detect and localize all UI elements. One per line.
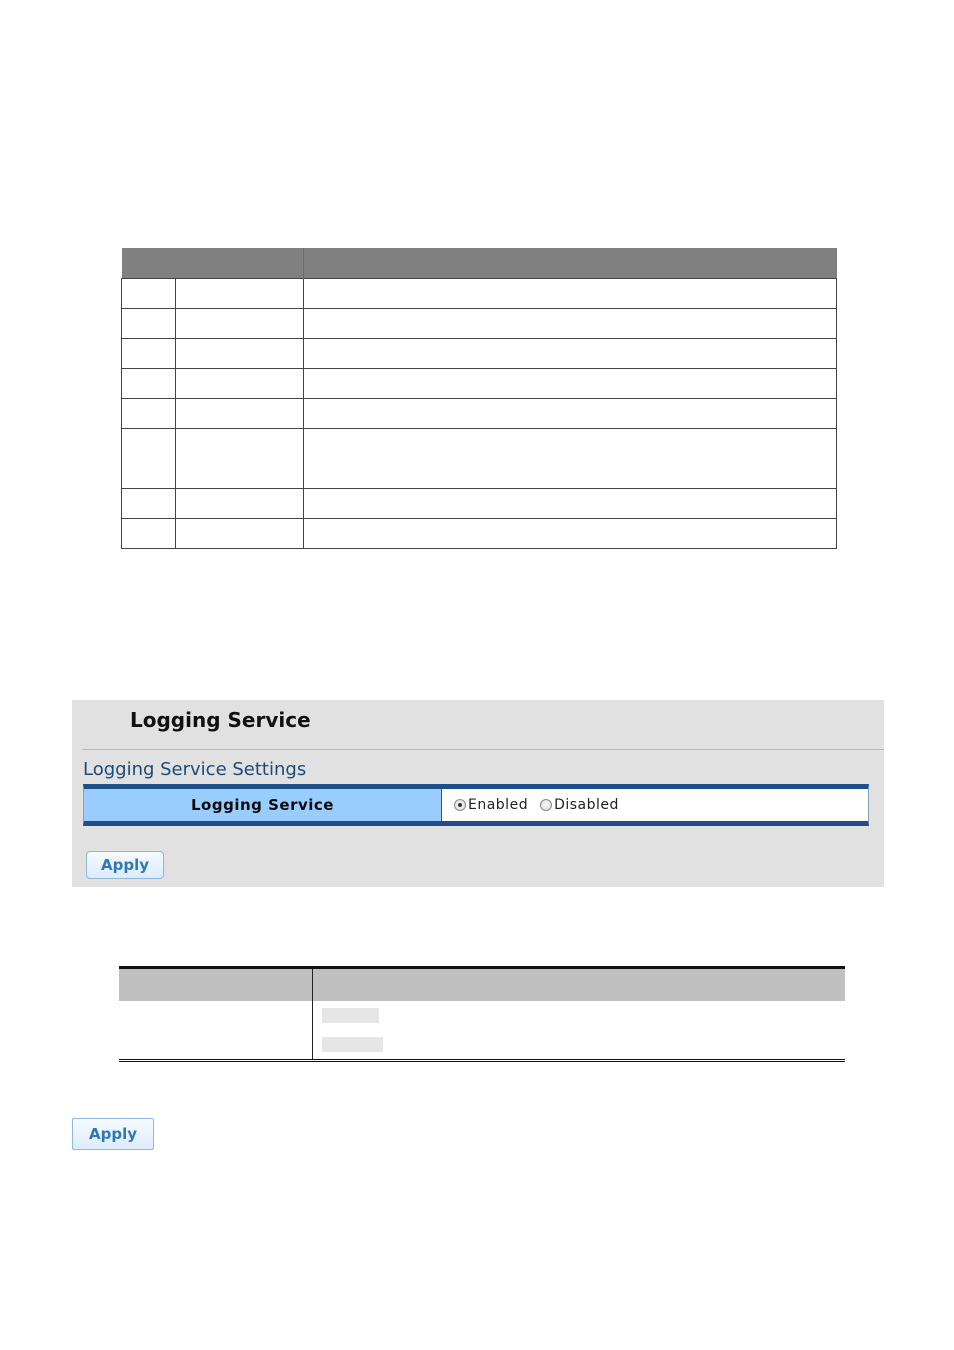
severity-header-cell: [304, 248, 837, 279]
enabled-option[interactable]: [454, 797, 528, 813]
description-cell: [312, 1001, 845, 1061]
redacted-text-bar: [322, 1008, 379, 1023]
table-cell: [304, 429, 837, 489]
table-cell: [304, 339, 837, 369]
object-header-cell: [119, 968, 312, 1002]
table-cell: [122, 369, 176, 399]
table-cell: [176, 399, 304, 429]
severity-table: [121, 248, 837, 549]
table-cell: [176, 429, 304, 489]
table-cell: [304, 369, 837, 399]
object-description-table: [119, 966, 845, 1062]
table-cell: [122, 399, 176, 429]
table-cell: [304, 519, 837, 549]
table-row: [122, 399, 837, 429]
logging-service-options: [442, 789, 868, 821]
table-cell: [304, 309, 837, 339]
table-cell: [122, 309, 176, 339]
severity-header-cell: [122, 248, 176, 279]
severity-table-header: [122, 248, 837, 279]
title-divider: [82, 749, 884, 750]
table-cell: [122, 339, 176, 369]
table-row: [122, 339, 837, 369]
table-cell: [176, 489, 304, 519]
table-row: [122, 309, 837, 339]
table-cell: [304, 399, 837, 429]
logging-service-settings-row: [83, 784, 869, 826]
table-cell: [176, 519, 304, 549]
table-row: [119, 1001, 845, 1061]
object-cell: [119, 1001, 312, 1061]
redacted-text-bar: [322, 1037, 383, 1052]
table-cell: [176, 279, 304, 309]
apply-button[interactable]: Apply: [72, 1118, 154, 1150]
disabled-label: Disabled: [554, 797, 619, 813]
table-row: [122, 489, 837, 519]
table-row: [122, 429, 837, 489]
disabled-option[interactable]: [540, 797, 619, 813]
enabled-label: Enabled: [468, 797, 529, 813]
description-header-cell: [312, 968, 845, 1002]
logging-service-label: Logging Service: [84, 789, 442, 821]
logging-service-panel: [72, 700, 884, 887]
table-cell: [176, 309, 304, 339]
section-heading: Logging Service Settings: [83, 759, 307, 780]
panel-apply-button[interactable]: Apply: [86, 851, 164, 879]
table-cell: [304, 489, 837, 519]
table-cell: [176, 339, 304, 369]
table-row: [122, 369, 837, 399]
table-cell: [122, 279, 176, 309]
table-row: [122, 279, 837, 309]
disabled-radio[interactable]: [540, 799, 552, 811]
table-cell: [122, 489, 176, 519]
table-cell: [304, 279, 837, 309]
table-cell: [122, 519, 176, 549]
table-cell: [122, 429, 176, 489]
page-title: Logging Service: [130, 708, 311, 732]
table-row: [122, 519, 837, 549]
table-cell: [176, 369, 304, 399]
enabled-radio[interactable]: [454, 799, 466, 811]
object-table-header: [119, 968, 845, 1002]
severity-header-cell: [176, 248, 304, 279]
